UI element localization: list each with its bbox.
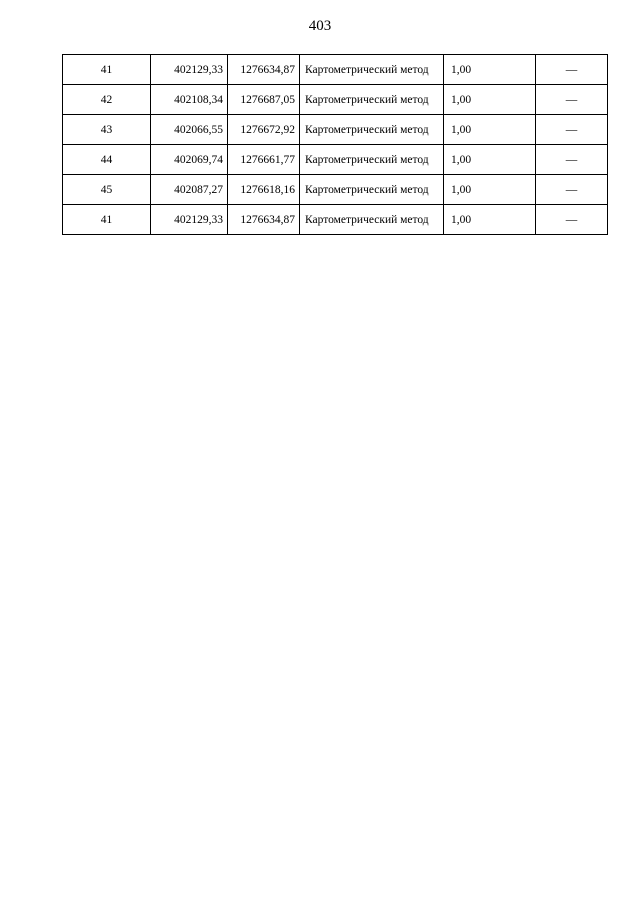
method-cell: Картометрический метод — [300, 205, 444, 235]
accuracy-cell: 1,00 — [444, 145, 536, 175]
accuracy-cell: 1,00 — [444, 115, 536, 145]
method-cell: Картометрический метод — [300, 115, 444, 145]
table-row — [63, 55, 608, 85]
table-row — [63, 85, 608, 115]
y-coordinate-cell: 1276618,16 — [228, 175, 300, 205]
accuracy-cell: 1,00 — [444, 205, 536, 235]
point-number-cell: 44 — [63, 145, 151, 175]
y-coordinate-cell: 1276672,92 — [228, 115, 300, 145]
table-row — [63, 115, 608, 145]
description-cell: — — [536, 205, 608, 235]
table-row — [63, 145, 608, 175]
method-cell: Картометрический метод — [300, 85, 444, 115]
description-cell: — — [536, 145, 608, 175]
point-number-cell: 41 — [63, 205, 151, 235]
method-cell: Картометрический метод — [300, 145, 444, 175]
description-cell: — — [536, 55, 608, 85]
x-coordinate-cell: 402087,27 — [151, 175, 228, 205]
method-cell: Картометрический метод — [300, 55, 444, 85]
x-coordinate-cell: 402108,34 — [151, 85, 228, 115]
point-number-cell: 43 — [63, 115, 151, 145]
point-number-cell: 41 — [63, 55, 151, 85]
y-coordinate-cell: 1276661,77 — [228, 145, 300, 175]
x-coordinate-cell: 402129,33 — [151, 205, 228, 235]
table-row — [63, 175, 608, 205]
accuracy-cell: 1,00 — [444, 175, 536, 205]
coordinates-table-body — [63, 55, 608, 235]
accuracy-cell: 1,00 — [444, 85, 536, 115]
y-coordinate-cell: 1276634,87 — [228, 205, 300, 235]
description-cell: — — [536, 175, 608, 205]
accuracy-cell: 1,00 — [444, 55, 536, 85]
coordinates-table — [62, 54, 608, 235]
point-number-cell: 42 — [63, 85, 151, 115]
y-coordinate-cell: 1276634,87 — [228, 55, 300, 85]
x-coordinate-cell: 402069,74 — [151, 145, 228, 175]
table-row — [63, 205, 608, 235]
point-number-cell: 45 — [63, 175, 151, 205]
method-cell: Картометрический метод — [300, 175, 444, 205]
x-coordinate-cell: 402129,33 — [151, 55, 228, 85]
page-number: 403 — [308, 18, 332, 34]
description-cell: — — [536, 115, 608, 145]
y-coordinate-cell: 1276687,05 — [228, 85, 300, 115]
description-cell: — — [536, 85, 608, 115]
x-coordinate-cell: 402066,55 — [151, 115, 228, 145]
